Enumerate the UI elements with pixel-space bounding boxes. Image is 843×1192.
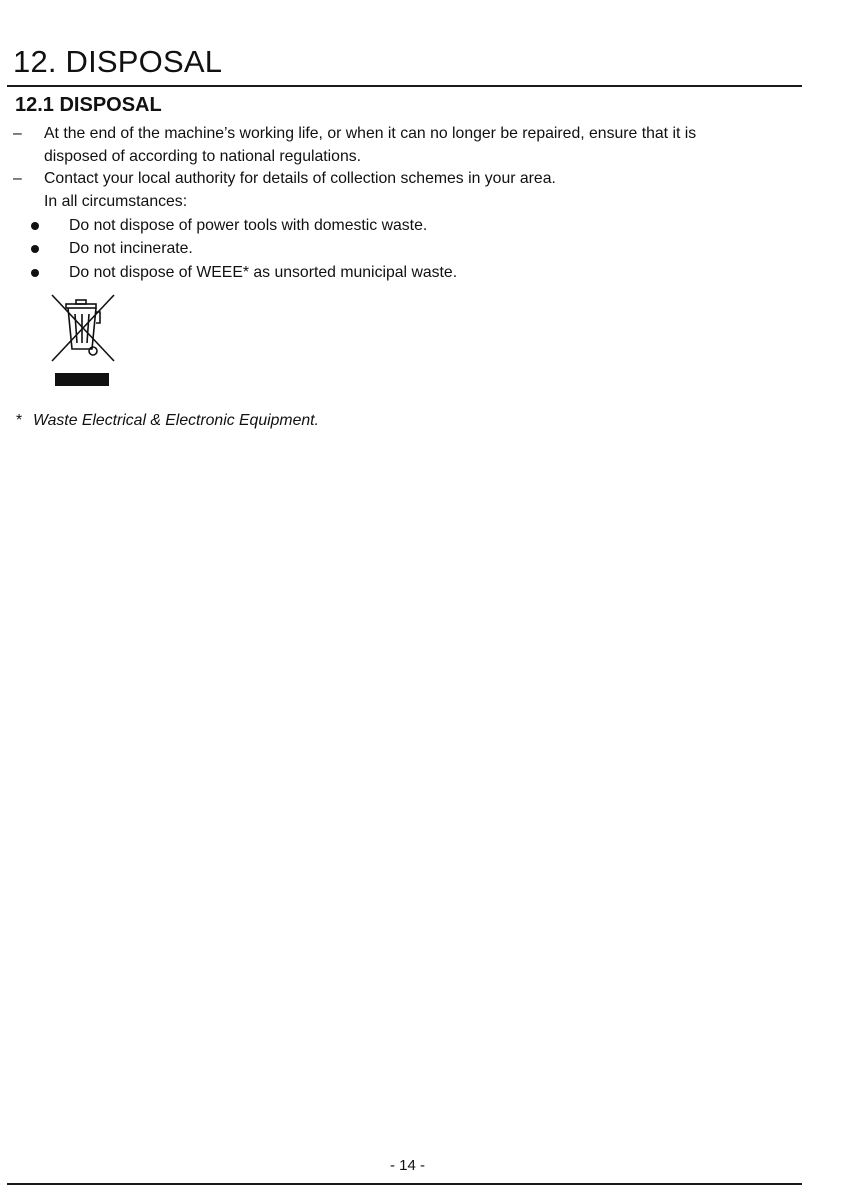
footnote-text: Waste Electrical & Electronic Equipment. <box>33 412 319 429</box>
chapter-title: 12. DISPOSAL <box>13 44 223 79</box>
dash-item-text <box>44 167 804 190</box>
dash-item-line: disposed of according to national regulations. <box>44 148 362 165</box>
crossed-out-wheeled-bin-icon <box>50 293 116 387</box>
dash-item-text <box>44 122 804 168</box>
footer-rule <box>7 1183 802 1185</box>
bullet-text: Do not dispose of power tools with domestic waste. <box>69 217 428 234</box>
header-rule <box>7 85 802 87</box>
page-number: - 14 - <box>389 1157 425 1174</box>
footnote-marker: * <box>16 412 23 429</box>
section-heading: 12.1 DISPOSAL <box>15 94 162 116</box>
dash-item-line: At the end of the machine’s working life, or when it can no longer be repaired, ensure that it is <box>44 125 697 142</box>
bullet-dot <box>31 269 39 277</box>
footnote <box>16 412 319 430</box>
dash-item-line: Contact your local authority for details of collection schemes in your area. <box>44 170 556 187</box>
bullet-text: Do not incinerate. <box>69 240 193 257</box>
intro-text: In all circumstances: <box>44 193 188 210</box>
bullet-text: Do not dispose of WEEE* as unsorted municipal waste. <box>69 264 458 281</box>
bullet-dot <box>31 222 39 230</box>
dash-marker: – <box>13 125 22 142</box>
bullet-dot <box>31 245 39 253</box>
dash-marker: – <box>13 170 22 187</box>
